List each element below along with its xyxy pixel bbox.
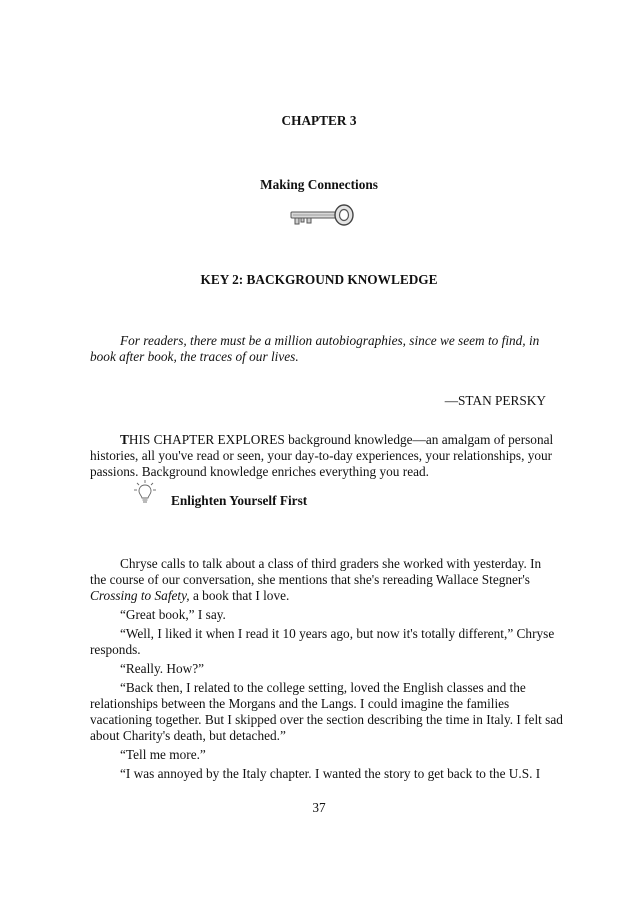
body-line: “I was annoyed by the Italy chapter. I wanted the story to get back to the U.S. I [120, 766, 541, 781]
body-line: responds. [90, 642, 141, 657]
intro-line: histories, all you've read or seen, your day-to-day experiences, your relationships, your [90, 448, 553, 463]
key-heading: KEY 2: BACKGROUND KNOWLEDGE [200, 272, 438, 287]
epigraph-line: For readers, there must be a million autobiographies, since we seem to find, in [120, 333, 540, 348]
body-line: about Charity's death, but detached.” [90, 728, 286, 743]
intro-line-rest: HIS CHAPTER EXPLORES background knowledge—an amalgam of personal [128, 432, 554, 447]
intro-line: passions. Background knowledge enriches everything you read. [90, 464, 429, 479]
body-line [90, 588, 289, 604]
chapter-title: Making Connections [260, 177, 378, 192]
body-line-rest: a book that I love. [189, 588, 290, 603]
body-line: vacationing together. But I skipped over the section describing the time in Italy. I felt sad [90, 712, 563, 727]
body-line: “Great book,” I say. [120, 607, 226, 622]
key-icon [289, 204, 355, 228]
book-title: Crossing to Safety, [90, 588, 190, 603]
epigraph-attribution: —STAN PERSKY [444, 393, 546, 408]
body-line: “Tell me more.” [120, 747, 206, 762]
body-line: “Really. How?” [120, 661, 205, 676]
body-line: relationships between the Morgans and the Langs. I could imagine the families [90, 696, 510, 711]
chapter-label: CHAPTER 3 [281, 113, 357, 128]
body-line: “Well, I liked it when I read it 10 years ago, but now it's totally different,” Chryse [120, 626, 555, 641]
page-number: 37 [312, 800, 326, 815]
body-line: “Back then, I related to the college setting, loved the English classes and the [120, 680, 526, 695]
epigraph-line: book after book, the traces of our lives. [90, 349, 299, 364]
body-line: Chryse calls to talk about a class of third graders she worked with yesterday. In [120, 556, 542, 571]
drop-letter: T [120, 432, 129, 447]
intro-line [120, 432, 553, 448]
lightbulb-icon [133, 479, 157, 505]
body-line: the course of our conversation, she mentions that she's rereading Wallace Stegner's [90, 572, 530, 587]
sidebar-title: Enlighten Yourself First [171, 493, 308, 508]
